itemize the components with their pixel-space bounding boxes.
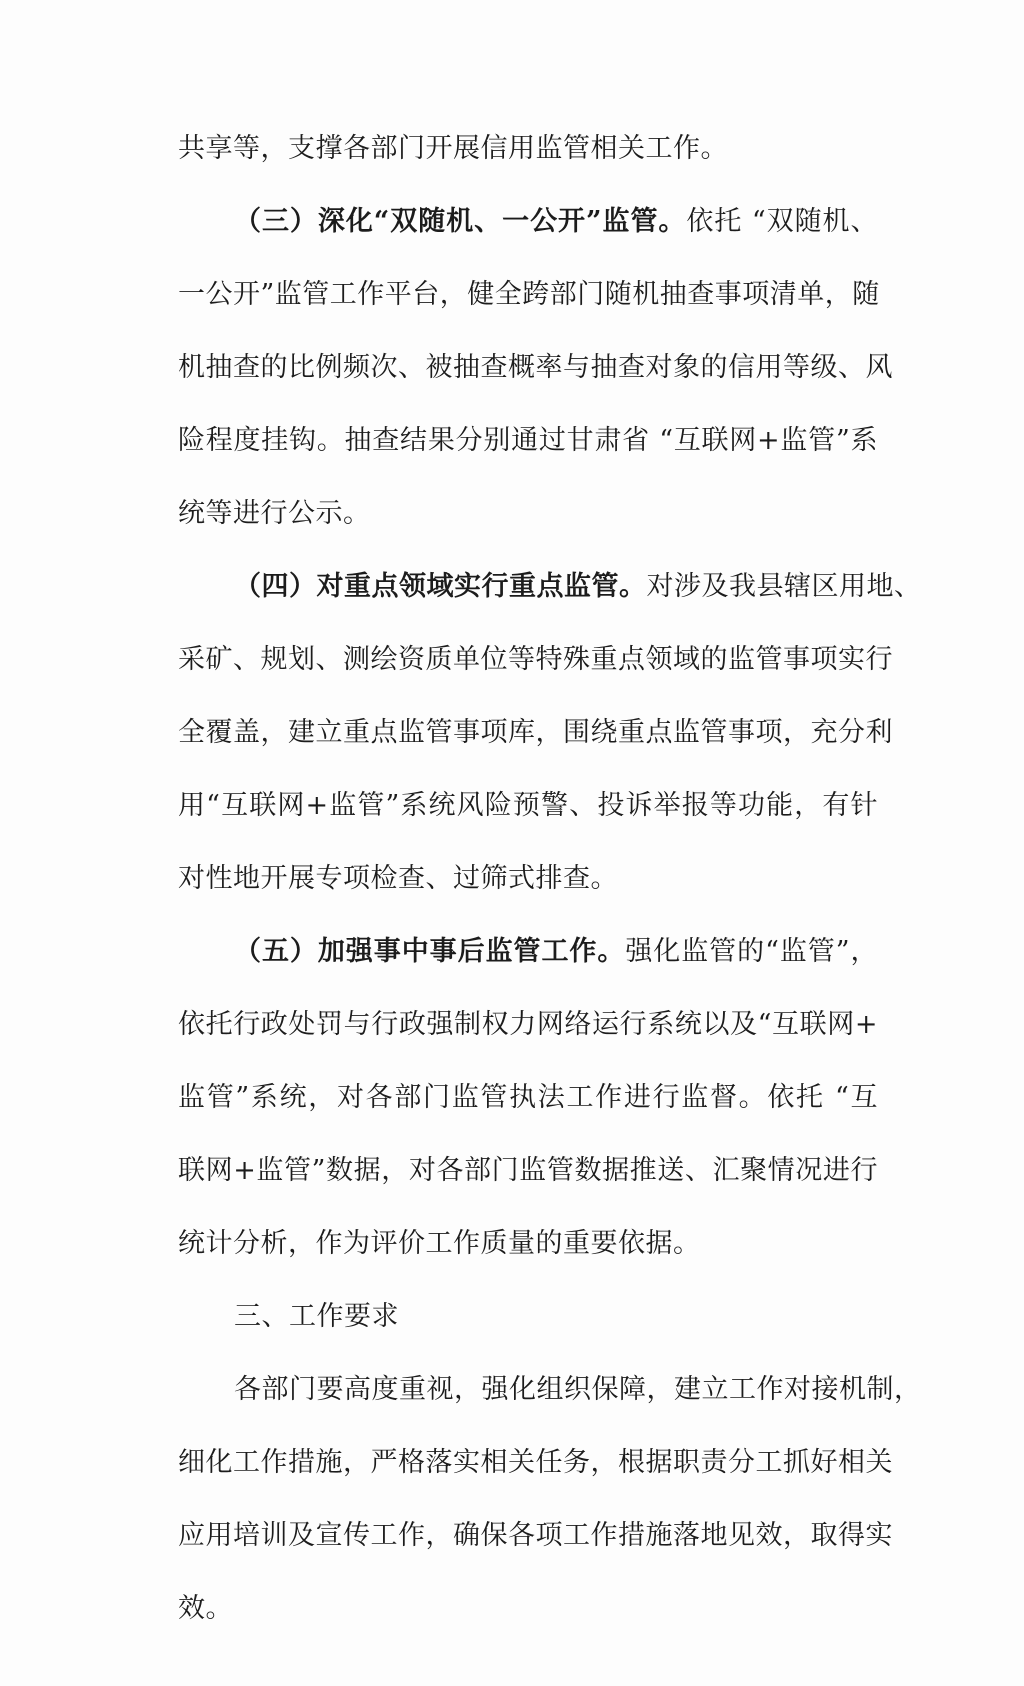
paragraph-line: 共享等，支撑各部门开展信用监管相关工作。 bbox=[178, 133, 728, 164]
paragraph-line: 全覆盖，建立重点监管事项库，围绕重点监管事项，充分利 bbox=[178, 717, 893, 748]
paragraph-lead-heading: （五）加强事中事后监管工作。 bbox=[234, 936, 626, 967]
paragraph-line: 统计分析，作为评价工作质量的重要依据。 bbox=[178, 1228, 701, 1259]
paragraph-line: 监管”系统，对各部门监管执法工作进行监督。依托 “互 bbox=[178, 1082, 878, 1113]
paragraph-first-line bbox=[178, 915, 878, 988]
paragraph-line: 一公开”监管工作平台，健全跨部门随机抽查事项清单，随 bbox=[178, 279, 880, 310]
paragraph-line: 应用培训及宣传工作，确保各项工作措施落地见效，取得实 bbox=[178, 1520, 893, 1551]
paragraph-line: 细化工作措施，严格落实相关任务，根据职责分工抓好相关 bbox=[178, 1447, 893, 1478]
paragraph-line: 采矿、规划、测绘资质单位等特殊重点领域的监管事项实行 bbox=[178, 644, 893, 675]
paragraph-line: 对性地开展专项检查、过筛式排查。 bbox=[178, 863, 618, 894]
paragraph-line: 机抽查的比例频次、被抽查概率与抽查对象的信用等级、风 bbox=[178, 352, 893, 383]
paragraph-line: 统等进行公示。 bbox=[178, 498, 371, 529]
paragraph-line: 依托行政处罚与行政强制权力网络运行系统以及“互联网+ bbox=[178, 1009, 878, 1040]
paragraph-line: 效。 bbox=[178, 1593, 233, 1624]
paragraph-line: 联网+监管”数据，对各部门监管数据推送、汇聚情况进行 bbox=[178, 1155, 878, 1186]
section-heading: 三、工作要求 bbox=[234, 1301, 399, 1332]
paragraph-text: 依托 “双随机、 bbox=[686, 206, 878, 237]
paragraph-first-line: 各部门要高度重视，强化组织保障，建立工作对接机制， bbox=[234, 1374, 922, 1405]
paragraph-text: 强化监管的“监管”， bbox=[625, 936, 879, 967]
paragraph-line: 用“互联网+监管”系统风险预警、投诉举报等功能，有针 bbox=[178, 790, 878, 821]
document-body bbox=[178, 112, 922, 1645]
paragraph-lead-heading: （三）深化“双随机、一公开”监管。 bbox=[234, 206, 687, 237]
paragraph-line: 险程度挂钩。抽查结果分别通过甘肃省 “互联网+监管”系 bbox=[178, 425, 878, 456]
paragraph-text: 对涉及我县辖区用地、 bbox=[646, 571, 922, 602]
paragraph-first-line bbox=[178, 550, 922, 623]
paragraph-lead-heading: （四）对重点领域实行重点监管。 bbox=[234, 571, 647, 602]
paragraph-first-line bbox=[178, 185, 878, 258]
